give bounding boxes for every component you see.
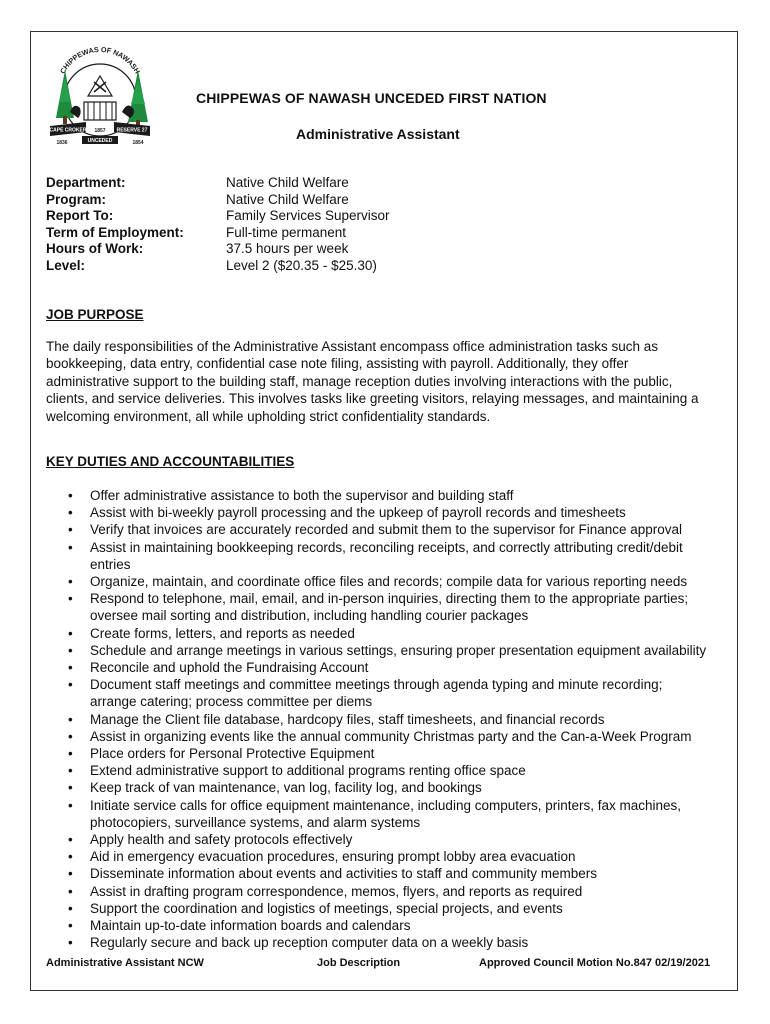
duty-line: Support the coordination and logistics of meetings, special projects, and events (90, 900, 563, 916)
bullet-icon: • (68, 832, 73, 848)
detail-label: Term of Employment: (46, 224, 184, 240)
bullet-icon: • (68, 883, 73, 899)
duty-line: Create forms, letters, and reports as needed (90, 625, 355, 641)
duty-item (46, 487, 736, 504)
job-purpose-text (46, 338, 736, 425)
bullet-icon: • (68, 625, 73, 641)
duty-item (46, 797, 736, 831)
detail-value: Family Services Supervisor (226, 208, 390, 224)
duty-item (46, 504, 736, 521)
detail-label: Department: (46, 175, 126, 190)
duty-line: photocopiers, surveillance systems, and alarm systems (90, 814, 421, 830)
duty-line: Disseminate information about events and activities to staff and community members (90, 866, 597, 882)
logo-top-text: CHIPPEWAS OF NAWASH (58, 44, 142, 76)
footer-center: Job Description (317, 957, 401, 969)
key-duties-list (46, 487, 736, 951)
duty-line: Assist in maintaining bookkeeping records, reconciling receipts, and correctly attributing credit/debit (90, 539, 683, 555)
duty-line: Schedule and arrange meetings in various settings, ensuring proper presentation equipment availability (90, 642, 707, 658)
duty-line: Initiate service calls for office equipment maintenance, including computers, printers, fax machines, (90, 797, 682, 813)
duty-line: arrange catering; process committee per diems (90, 694, 373, 710)
bullet-icon: • (68, 935, 73, 951)
duty-item (46, 676, 736, 710)
bullet-icon: • (68, 642, 73, 658)
bullet-icon: • (68, 849, 73, 865)
duty-item (46, 865, 736, 882)
duty-line: Respond to telephone, mail, email, and in-person inquiries, directing them to the appropriate parties; (90, 591, 689, 607)
duty-item (46, 590, 736, 624)
duty-item (46, 762, 736, 779)
key-duties-heading: KEY DUTIES AND ACCOUNTABILITIES (46, 454, 295, 469)
duty-item (46, 745, 736, 762)
bullet-icon: • (68, 763, 73, 779)
bullet-icon: • (68, 918, 73, 934)
detail-row-term (46, 225, 390, 242)
purpose-line: The daily responsibilities of the Administrative Assistant encompass office administration tasks such as (46, 339, 659, 354)
bullet-icon: • (68, 539, 73, 555)
bullet-icon: • (68, 728, 73, 744)
duty-line: Apply health and safety protocols effectively (90, 832, 353, 848)
purpose-line: bookkeeping, data entry, confidential case note filing, assisting with payroll. Additionally, they offer (46, 356, 629, 372)
detail-value: Full-time permanent (226, 224, 347, 240)
duty-item (46, 573, 736, 590)
bullet-icon: • (68, 660, 73, 676)
logo-year-center: 1857 (94, 128, 106, 134)
duty-item (46, 917, 736, 934)
duty-item (46, 900, 736, 917)
duty-line: Extend administrative support to additional programs renting office space (90, 763, 526, 779)
duty-item (46, 848, 736, 865)
duty-line: Manage the Client file database, hardcopy files, staff timesheets, and financial records (90, 711, 605, 727)
detail-row-report-to (46, 208, 390, 225)
duty-item (46, 779, 736, 796)
duty-line: Maintain up-to-date information boards and calendars (90, 918, 411, 934)
bullet-icon: • (68, 505, 73, 521)
detail-row-hours (46, 241, 390, 258)
bullet-icon: • (68, 677, 73, 693)
bullet-icon: • (68, 488, 73, 503)
duty-item (46, 659, 736, 676)
organization-title: CHIPPEWAS OF NAWASH UNCEDED FIRST NATION (196, 90, 547, 106)
duty-line: Regularly secure and back up reception computer data on a weekly basis (90, 935, 529, 951)
duty-line: entries (90, 556, 131, 572)
logo-year-left: 1836 (56, 140, 68, 146)
duty-line: Place orders for Personal Protective Equipment (90, 746, 375, 762)
detail-value: Native Child Welfare (226, 175, 349, 190)
duty-item (46, 539, 736, 573)
detail-value: 37.5 hours per week (226, 241, 349, 257)
job-purpose-heading: JOB PURPOSE (46, 307, 144, 322)
duty-line: Keep track of van maintenance, van log, facility log, and bookings (90, 780, 482, 796)
duty-line: Document staff meetings and committee meetings through agenda typing and minute recording; (90, 677, 663, 693)
detail-value: Native Child Welfare (226, 191, 349, 207)
logo-year-right: 1854 (132, 140, 144, 146)
first-nation-seal-logo (42, 40, 158, 156)
bullet-icon: • (68, 746, 73, 762)
detail-row-program (46, 192, 390, 209)
duty-line: Reconcile and uphold the Fundraising Account (90, 660, 369, 676)
duty-line: oversee mail sorting and distribution, including handling courier packages (90, 608, 529, 624)
bullet-icon: • (68, 797, 73, 813)
bullet-icon: • (68, 591, 73, 607)
duty-line: Verify that invoices are accurately recorded and submit them to the supervisor for Finance approval (90, 522, 683, 538)
duty-line: Assist with bi-weekly payroll processing and the upkeep of payroll records and timesheets (90, 505, 626, 521)
job-details (46, 175, 390, 275)
detail-label: Report To: (46, 208, 114, 224)
bullet-icon: • (68, 866, 73, 882)
bullet-icon: • (68, 780, 73, 796)
footer-left: Administrative Assistant NCW (46, 957, 204, 969)
duty-line: Aid in emergency evacuation procedures, ensuring prompt lobby area evacuation (90, 849, 576, 865)
logo-bottom-text: UNCEDED (87, 138, 113, 144)
purpose-line: clients, and service deliveries. This involves tasks like greeting visitors, relaying messages, and maintaining a (46, 391, 699, 407)
duty-item (46, 728, 736, 745)
footer-right: Approved Council Motion No.847 02/19/2021 (479, 957, 711, 969)
detail-row-level (46, 258, 390, 275)
detail-label: Hours of Work: (46, 241, 144, 257)
bullet-icon: • (68, 900, 73, 916)
duty-item (46, 831, 736, 848)
bullet-icon: • (68, 522, 73, 538)
purpose-line: welcoming environment, all while upholding strict confidentiality standards. (46, 408, 491, 424)
duty-item (46, 883, 736, 900)
bullet-icon: • (68, 711, 73, 727)
duty-line: Organize, maintain, and coordinate office files and records; compile data for various reporting needs (90, 574, 688, 590)
job-title: Administrative Assistant (296, 126, 460, 142)
duty-item (46, 521, 736, 538)
bullet-icon: • (68, 574, 73, 590)
detail-value: Level 2 ($20.35 - $25.30) (226, 257, 377, 273)
duty-line: Offer administrative assistance to both the supervisor and building staff (90, 488, 514, 503)
duty-item (46, 642, 736, 659)
detail-label: Program: (46, 191, 107, 207)
logo-right-banner: RESERVE 27 (116, 127, 148, 134)
duty-item (46, 711, 736, 728)
duty-item (46, 625, 736, 642)
duty-item (46, 934, 736, 951)
detail-row-department (46, 175, 390, 192)
detail-label: Level: (46, 257, 86, 273)
duty-line: Assist in organizing events like the annual community Christmas party and the Can-a-Week Program (90, 728, 692, 744)
purpose-line: administrative support to the building staff, manage reception duties involving interactions with the public, (46, 373, 673, 389)
duty-line: Assist in drafting program correspondence, memos, flyers, and reports as required (90, 883, 583, 899)
logo-left-banner: CAPE CROKER (49, 127, 87, 134)
svg-text:CHIPPEWAS OF NAWASH (58, 45, 142, 75)
